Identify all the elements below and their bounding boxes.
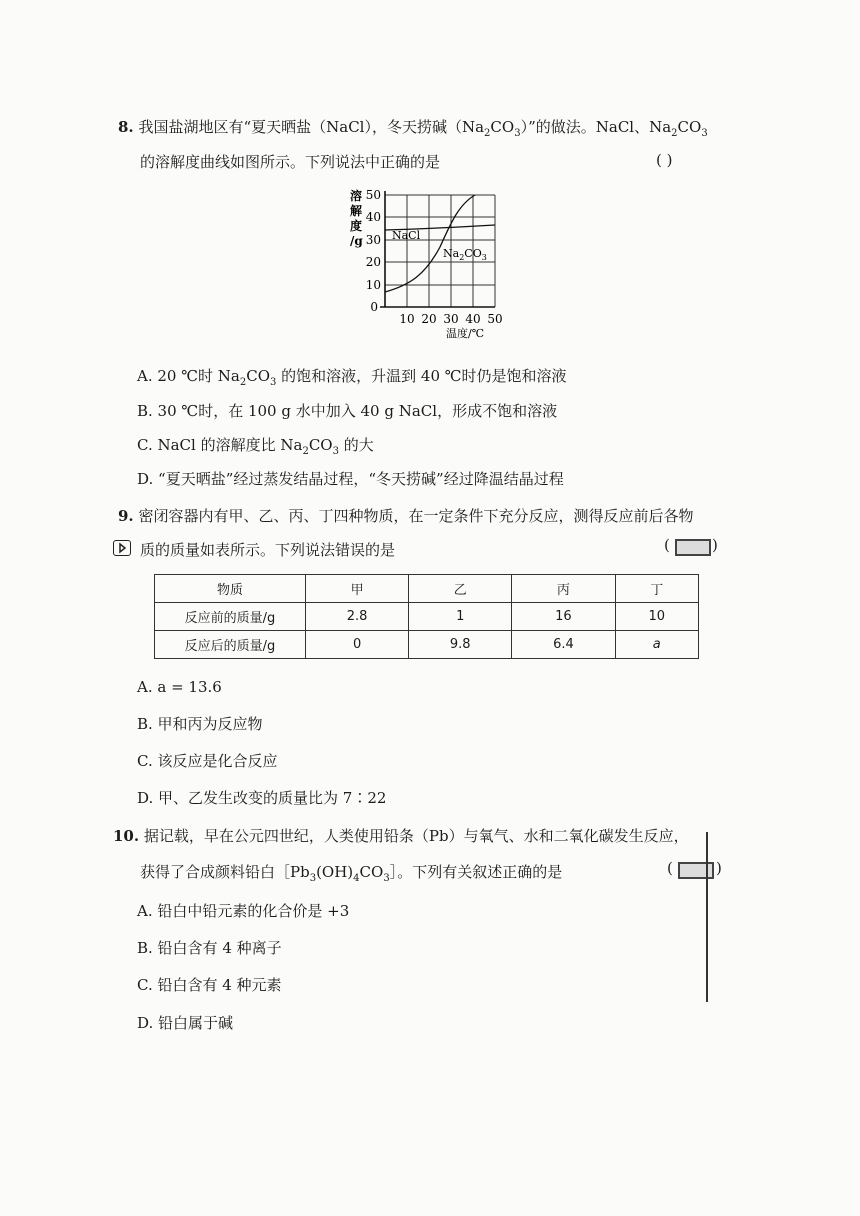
q9-line1 (118, 505, 693, 526)
q10-option-c[interactable]: C. 铅白含有 4 种元素 (137, 976, 282, 994)
chart-xlabel: 温度/℃ (445, 327, 485, 340)
sub-2: 2 (302, 446, 309, 457)
q9-option-b[interactable]: B. 甲和丙为反应物 (137, 715, 263, 733)
opt-text: CO (246, 367, 270, 385)
sub-3: 3 (332, 446, 339, 457)
table-cell: 物质 (155, 575, 306, 603)
opt-text: CO (308, 436, 333, 454)
sub-2: 2 (671, 128, 678, 139)
sub-3: 3 (514, 128, 521, 139)
table-header-row (155, 575, 699, 603)
q8-option-b[interactable]: B. 30 ℃时，在 100 g 水中加入 40 g NaCl，形成不饱和溶液 (137, 402, 558, 420)
q9-option-c[interactable]: C. 该反应是化合反应 (137, 752, 278, 770)
chart-ylabel-4: /g (350, 234, 363, 248)
table-row (155, 631, 699, 659)
y-tick-40: 40 (365, 210, 381, 224)
table-cell: 2.8 (306, 603, 409, 631)
q8-number: 8. (118, 118, 134, 136)
q8-text-a: 我国盐湖地区有“夏天晒盐（NaCl），冬天捞碱（Na (138, 118, 485, 136)
q8-text-d: CO (677, 118, 702, 136)
y-tick-0: 0 (370, 300, 378, 314)
q9-paren-right: ) (712, 536, 718, 554)
q10-answer-box[interactable] (678, 862, 714, 879)
q10-line1 (113, 825, 689, 846)
chart-ylabel-1: 溶 (350, 189, 363, 203)
q9-line2: 质的质量如表所示。下列说法错误的是 (140, 541, 396, 559)
q10-text-d: ］。下列有关叙述正确的是 (389, 863, 563, 881)
q8-line2: 的溶解度曲线如图所示。下列说法中正确的是 (140, 153, 441, 171)
x-tick-40: 40 (465, 312, 481, 326)
q10-option-d[interactable]: D. 铅白属于碱 (137, 1014, 234, 1032)
q10-line2 (140, 861, 562, 884)
q8-option-a[interactable] (137, 365, 567, 388)
na2co3-label: $Na_2CO_3$ (443, 247, 487, 262)
table-cell: a (615, 631, 698, 659)
sub-2: 2 (239, 377, 247, 388)
pen-mark-line (706, 832, 708, 1002)
table-cell: 反应后的质量/g (155, 631, 306, 659)
na2co3-curve (385, 195, 475, 292)
sub-3: 3 (270, 377, 277, 388)
table-cell: 乙 (409, 575, 512, 603)
q8-line1 (118, 116, 708, 139)
q8-option-d[interactable]: D. “夏天晒盐”经过蒸发结晶过程，“冬天捞碱”经过降温结晶过程 (137, 470, 564, 488)
y-tick-20: 20 (365, 255, 381, 269)
y-tick-30: 30 (365, 233, 381, 247)
solubility-chart (340, 185, 510, 340)
q10-paren-left: ( (667, 859, 673, 877)
q10-text-c: CO (359, 863, 384, 881)
table-row (155, 603, 699, 631)
x-tick-30: 30 (443, 312, 459, 326)
mass-table (154, 574, 699, 659)
sub-3: 3 (383, 873, 390, 884)
opt-text: C. NaCl 的溶解度比 Na (137, 436, 303, 454)
x-tick-20: 20 (421, 312, 437, 326)
nacl-label: NaCl (392, 229, 421, 242)
table-cell: 9.8 (409, 631, 512, 659)
q9-option-d[interactable]: D. 甲、乙发生改变的质量比为 7∶22 (137, 789, 387, 807)
table-cell: 甲 (306, 575, 409, 603)
q9-answer-box[interactable] (675, 539, 711, 556)
y-tick-50: 50 (365, 188, 381, 202)
sub-4: 4 (353, 873, 360, 884)
q10-text: 据记载，早在公元四世纪，人类使用铅条（Pb）与氧气、水和二氧化碳发生反应， (143, 827, 689, 845)
q10-option-b[interactable]: B. 铅白含有 4 种离子 (137, 939, 282, 957)
table-cell: 6.4 (512, 631, 615, 659)
q9-option-a[interactable]: A. a = 13.6 (137, 678, 222, 696)
table-cell: 10 (615, 603, 698, 631)
chart-ylabel-2: 解 (350, 204, 363, 218)
chart-ylabel-3: 度 (350, 219, 363, 233)
q9-text: 密闭容器内有甲、乙、丙、丁四种物质，在一定条件下充分反应，测得反应前后各物 (138, 507, 694, 525)
table-cell: 丁 (615, 575, 698, 603)
opt-text: 的大 (338, 436, 374, 454)
table-cell: 0 (306, 631, 409, 659)
sub-3: 3 (309, 873, 317, 884)
y-tick-10: 10 (365, 278, 381, 292)
q8-option-c[interactable] (137, 434, 374, 457)
q10-text-a: 获得了合成颜料铅白［Pb (140, 863, 310, 881)
q10-paren-right: ) (716, 859, 722, 877)
q10-number: 10. (113, 827, 140, 845)
x-tick-50: 50 (487, 312, 503, 326)
opt-text: A. 20 ℃时 Na (137, 367, 240, 385)
table-cell: 16 (512, 603, 615, 631)
table-cell: 反应前的质量/g (155, 603, 306, 631)
q9-number: 9. (118, 507, 134, 525)
q9-paren-left: ( (664, 536, 670, 554)
q10-text-b: (OH) (316, 863, 354, 881)
opt-text: 的饱和溶液，升温到 40 ℃时仍是饱和溶液 (276, 367, 567, 385)
sub-3: 3 (701, 128, 708, 139)
table-cell: 丙 (512, 575, 615, 603)
q8-answer-paren[interactable]: ( ) (656, 151, 673, 169)
q8-text-b: CO (490, 118, 515, 136)
x-tick-10: 10 (399, 312, 415, 326)
table-cell: 1 (409, 603, 512, 631)
sub-2: 2 (484, 128, 491, 139)
q10-option-a[interactable]: A. 铅白中铅元素的化合价是 +3 (137, 902, 350, 920)
video-play-icon[interactable] (113, 540, 131, 556)
q8-text-c: ）”的做法。NaCl、Na (520, 118, 672, 136)
